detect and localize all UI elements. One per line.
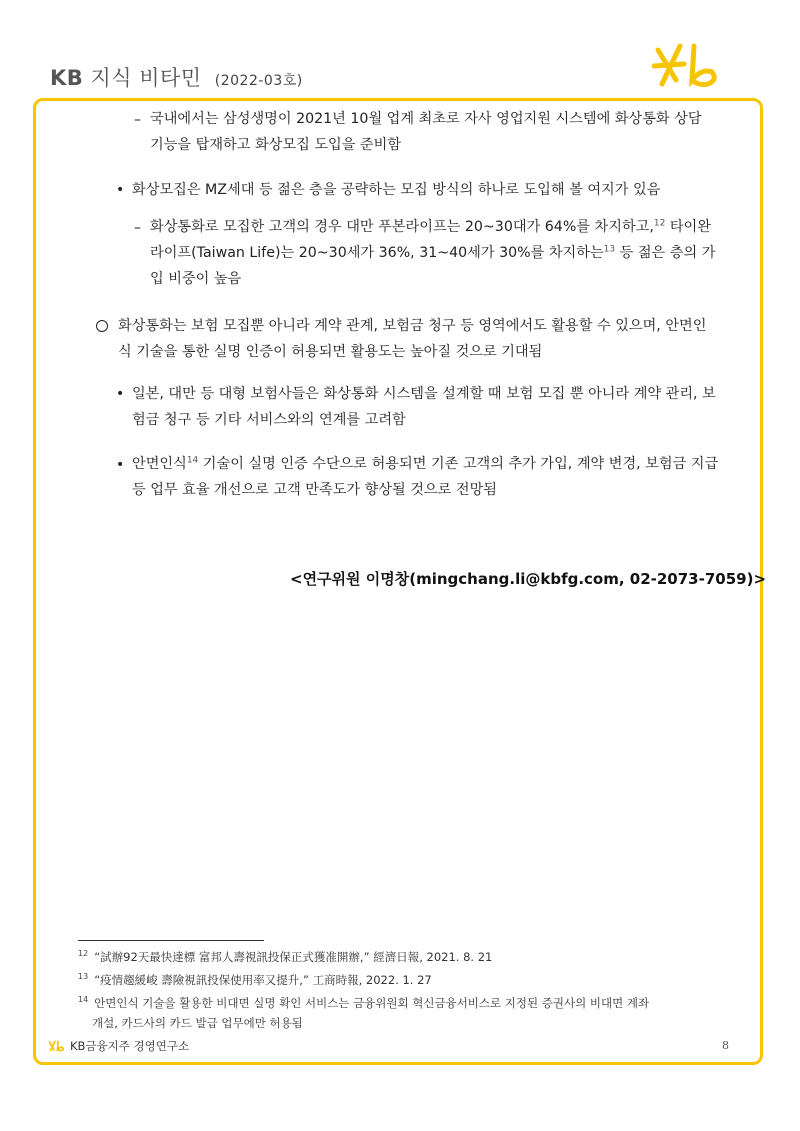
dash-item-2-line-2-tail: 등 젊은 층의 가 bbox=[615, 245, 716, 261]
footnote-13 bbox=[78, 971, 432, 990]
header-kb: KB bbox=[50, 66, 84, 90]
bullet-marker: • bbox=[116, 182, 125, 198]
kb-logo-icon bbox=[650, 40, 730, 90]
dash-marker: – bbox=[134, 112, 141, 128]
footnote-14-number: 14 bbox=[78, 995, 89, 1005]
footnote-ref-12[interactable]: 12 bbox=[653, 218, 666, 229]
page-number: 8 bbox=[722, 1039, 729, 1052]
footnote-12-number: 12 bbox=[78, 949, 89, 959]
footnote-ref-14[interactable]: 14 bbox=[186, 455, 199, 466]
footnote-14 bbox=[78, 994, 649, 1013]
dash-item-2-line-1-text: 화상통화로 모집한 고객의 경우 대만 푸본라이프는 20~30대가 64%를 차지하고, bbox=[150, 219, 654, 235]
author-credit: <연구위원 이명창(mingchang.li@kbfg.com, 02-2073-7059)> bbox=[290, 570, 767, 588]
bullet-item-3-head: 안면인식 bbox=[132, 456, 187, 472]
dash-marker: – bbox=[134, 220, 141, 236]
footer-brand-text: KB금융지주 경영연구소 bbox=[70, 1039, 190, 1053]
dash-item-2-line-1 bbox=[150, 214, 711, 240]
bullet-item-2-line-1: 일본, 대만 등 대형 보험사들은 화상통화 시스템을 설계할 때 보험 모집 뿐 아니라 계약 관리, 보 bbox=[132, 386, 716, 402]
footnote-13-number: 13 bbox=[78, 972, 89, 982]
footnote-ref-13[interactable]: 13 bbox=[603, 244, 616, 255]
header-title-text: 지식 비타민 bbox=[90, 66, 202, 90]
footer-brand bbox=[48, 1038, 189, 1054]
footnote-12-text: “試辦92天最快達標 富邦人壽視訊投保正式獲准開辦,” 經濟日報, 2021. 8. 21 bbox=[94, 950, 493, 964]
dash-item-1-line-1: 국내에서는 삼성생명이 2021년 10월 업계 최초로 자사 영업지원 시스템에 화상통화 상담 bbox=[150, 111, 702, 127]
footnote-divider bbox=[78, 940, 264, 941]
bullet-item-1: 화상모집은 MZ세대 등 젊은 층을 공략하는 모집 방식의 하나로 도입해 볼 여지가 있음 bbox=[132, 182, 661, 198]
circle-item-line-2: 식 기술을 통한 실명 인증이 허용되면 활용도는 높아질 것으로 기대됨 bbox=[118, 344, 543, 360]
bullet-item-3-line-2: 등 업무 효율 개선으로 고객 만족도가 향상될 것으로 전망됨 bbox=[132, 482, 498, 498]
bullet-item-2-line-2: 험금 청구 등 기타 서비스와의 연계를 고려함 bbox=[132, 412, 406, 428]
footnote-13-text: “疫情趨緩峻 壽險視訊投保使用率又提升,” 工商時報, 2022. 1. 27 bbox=[94, 973, 432, 987]
dash-item-2-line-2 bbox=[150, 240, 715, 266]
bullet-marker: • bbox=[116, 457, 125, 473]
footnote-12 bbox=[78, 948, 492, 967]
page-header-title bbox=[50, 62, 303, 92]
bullet-marker: • bbox=[116, 386, 125, 402]
footnote-14-text: 안면인식 기술을 활용한 비대면 실명 확인 서비스는 금융위원회 혁신금융서비스로 지정된 증권사의 비대면 계좌 bbox=[94, 996, 650, 1010]
dash-item-2-line-2-text: 라이프(Taiwan Life)는 20~30세가 36%, 31~40세가 30%를 차지하는 bbox=[150, 245, 604, 261]
circle-marker-icon bbox=[96, 320, 108, 332]
dash-item-1-line-2: 기능을 탑재하고 화상모집 도입을 준비함 bbox=[150, 137, 402, 153]
bullet-item-3-line-1 bbox=[132, 451, 718, 477]
bullet-item-3-tail: 기술이 실명 인증 수단으로 허용되면 기존 고객의 추가 가입, 계약 변경, 보험금 지급 bbox=[198, 456, 719, 472]
header-issue: (2022-03호) bbox=[214, 73, 303, 89]
circle-item-line-1: 화상통화는 보험 모집뿐 아니라 계약 관계, 보험금 청구 등 영역에서도 활용할 수 있으며, 안면인 bbox=[118, 318, 707, 334]
dash-item-2-line-1-tail: 타이완 bbox=[665, 219, 711, 235]
dash-item-2-line-3: 입 비중이 높음 bbox=[150, 271, 242, 287]
kb-small-logo-icon bbox=[48, 1040, 66, 1052]
footnote-14-continued: 개설, 카드사의 카드 발급 업무에만 허용됨 bbox=[92, 1016, 303, 1030]
